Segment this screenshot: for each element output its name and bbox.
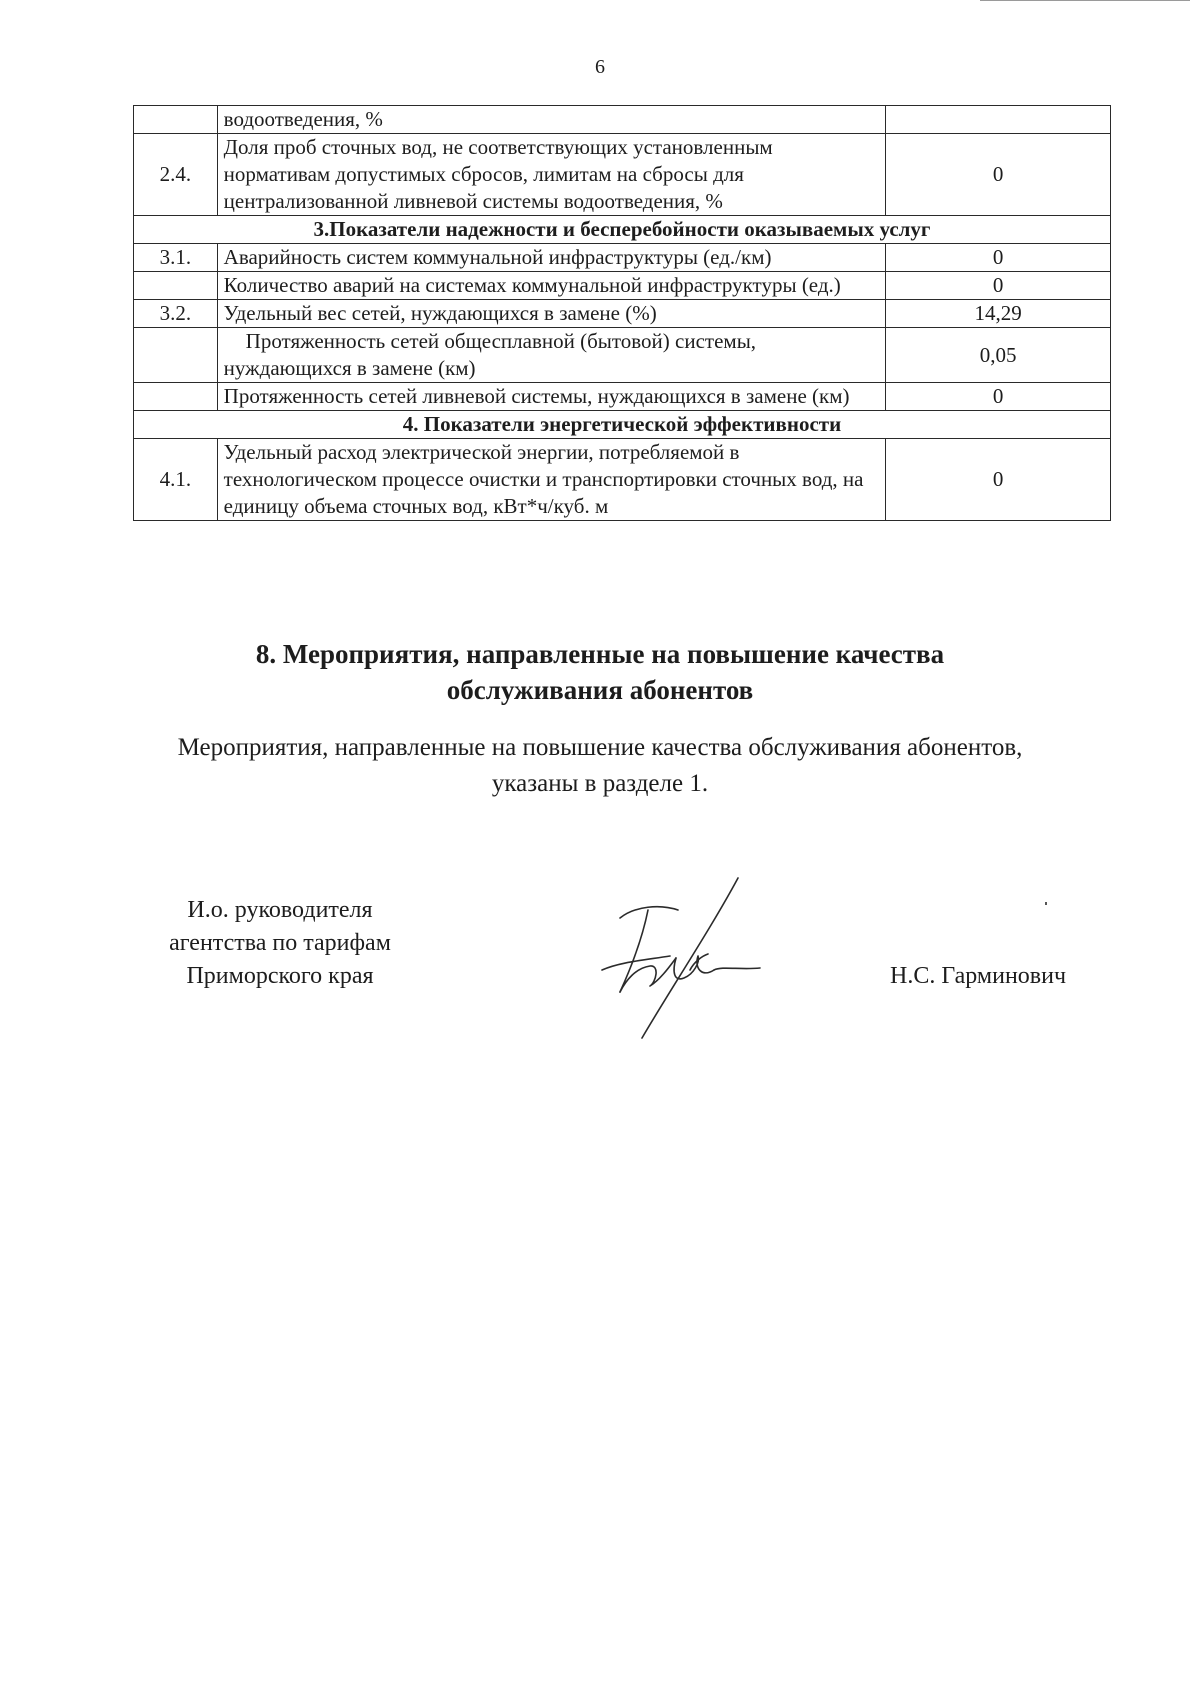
signer-title-line: Приморского края	[186, 963, 374, 989]
row-name: водоотведения, %	[217, 106, 885, 134]
row-name	[217, 328, 885, 383]
row-name: Аварийность систем коммунальной инфраструктуры (ед./км)	[217, 244, 885, 272]
row-name: Количество аварий на системах коммунальной инфраструктуры (ед.)	[217, 272, 885, 300]
signer-title-line: агентства по тарифам	[169, 930, 391, 956]
row-value: 0	[886, 383, 1111, 411]
section-row	[134, 216, 1111, 244]
table-row	[134, 272, 1111, 300]
top-edge-rule	[980, 0, 1190, 1]
row-name: Удельный расход электрической энергии, потребляемой в технологическом процессе очистки и транспортировки сточных вод, на единицу объема сточных вод, кВт*ч/куб. м	[217, 439, 885, 521]
table-row	[134, 439, 1111, 521]
table-row	[134, 106, 1111, 134]
row-number	[134, 106, 218, 134]
row-name: Доля проб сточных вод, не соответствующих установленным нормативам допустимых сбросов, лимитам на сбросы для централизованной ливневой системы водоотведения, %	[217, 134, 885, 216]
row-name: Протяженность сетей ливневой системы, нуждающихся в замене (км)	[217, 383, 885, 411]
row-value: 0	[886, 272, 1111, 300]
section-8-body	[100, 730, 1100, 802]
row-value: 0	[886, 244, 1111, 272]
table-row	[134, 300, 1111, 328]
row-number	[134, 272, 218, 300]
row-value: 0,05	[886, 328, 1111, 383]
row-number: 2.4.	[134, 134, 218, 216]
row-name: Удельный вес сетей, нуждающихся в замене (%)	[217, 300, 885, 328]
handwritten-signature	[590, 870, 790, 1040]
section-title: 4. Показатели энергетической эффективности	[134, 411, 1111, 439]
row-number: 3.2.	[134, 300, 218, 328]
section-8-body-line: указаны в разделе 1.	[491, 770, 709, 797]
section-title: 3.Показатели надежности и бесперебойности оказываемых услуг	[134, 216, 1111, 244]
row-number	[134, 328, 218, 383]
signer-name: Н.С. Гарминович	[890, 963, 1067, 989]
row-number	[134, 383, 218, 411]
row-value	[886, 106, 1111, 134]
table-row	[134, 134, 1111, 216]
indicators-table	[133, 105, 1111, 521]
section-8-heading-line: обслуживания абонентов	[446, 675, 754, 705]
signer-title-line: И.о. руководителя	[187, 897, 373, 923]
row-number: 4.1.	[134, 439, 218, 521]
section-8-body-line: Мероприятия, направленные на повышение качества обслуживания абонентов,	[177, 734, 1023, 761]
row-number: 3.1.	[134, 244, 218, 272]
row-value: 0	[886, 134, 1111, 216]
row-value: 0	[886, 439, 1111, 521]
page-number: 6	[595, 56, 605, 78]
section-row	[134, 411, 1111, 439]
table-row	[134, 383, 1111, 411]
row-name-text: Протяженность сетей общесплавной (бытовой) системы, нуждающихся в замене (км)	[223, 329, 757, 380]
section-8-heading	[0, 636, 1200, 708]
row-value: 14,29	[886, 300, 1111, 328]
section-8-heading-line: 8. Мероприятия, направленные на повышение качества	[255, 639, 945, 669]
signer-title	[140, 894, 420, 993]
table-row	[134, 328, 1111, 383]
scan-speck	[1045, 902, 1047, 905]
table-row	[134, 244, 1111, 272]
